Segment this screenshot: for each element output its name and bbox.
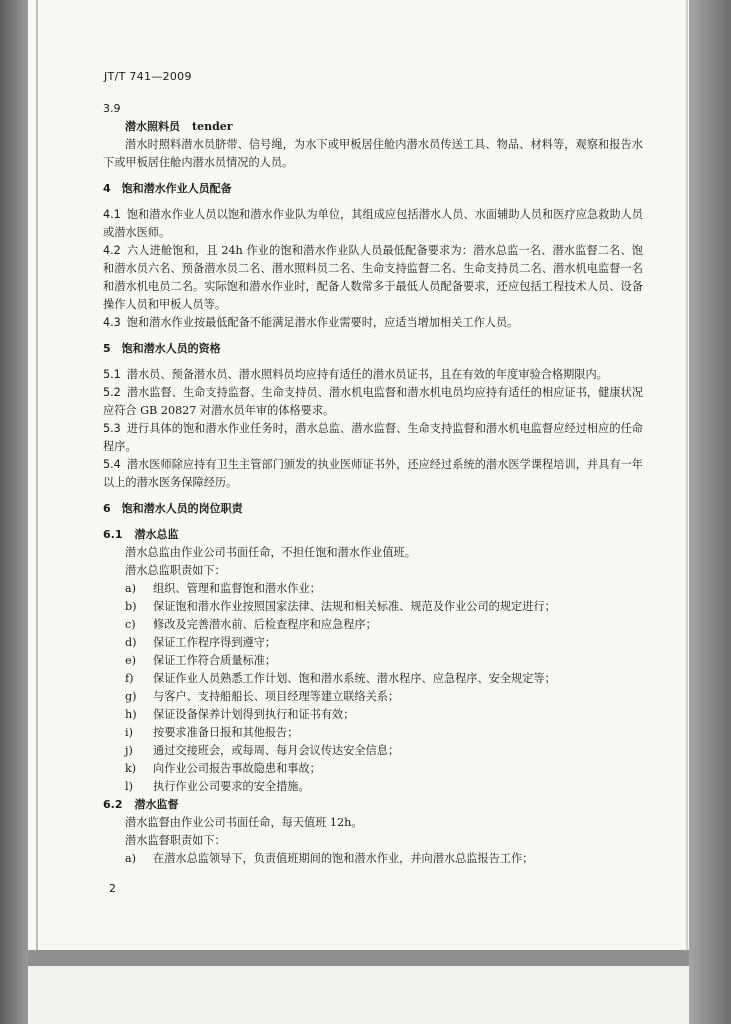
list-item [103, 652, 643, 670]
list-item-text: 执行作业公司要求的安全措施。 [153, 780, 310, 793]
list-item-label: f) [125, 672, 134, 685]
scan-artifact-line [686, 0, 688, 950]
term-en: tender [192, 120, 233, 133]
next-page-edge [28, 966, 689, 1024]
list-item-text: 在潜水总监领导下，负责值班期间的饱和潜水作业，并向潜水总监报告工作； [153, 852, 534, 865]
list-item-text: 通过交接班会，或每周、每月会议传达安全信息； [153, 744, 400, 757]
list-item [103, 688, 643, 706]
list-item-label: g) [125, 690, 137, 703]
list-item-label: h) [125, 708, 137, 721]
list-item-label: l) [125, 780, 133, 793]
list-item [103, 850, 643, 868]
subsection-heading: 6.1 潜水总监 [103, 528, 179, 541]
scan-artifact-line [36, 0, 38, 950]
list-item [103, 760, 643, 778]
list-item-text: 保证工作符合质量标准； [153, 654, 277, 667]
list-item-text: 保证作业人员熟悉工作计划、饱和潜水系统、潜水程序、应急程序、安全规定等； [153, 672, 556, 685]
duty-list [103, 850, 643, 868]
duty-list [103, 580, 643, 796]
list-item-label: e) [125, 654, 136, 667]
clause-text: 潜水监督由作业公司书面任命，每天值班 12h。 [125, 816, 363, 829]
list-item-text: 保证工作程序得到遵守； [153, 636, 277, 649]
list-item-text: 保证饱和潜水作业按照国家法律、法规和相关标准、规范及作业公司的规定进行； [153, 600, 556, 613]
clause-text: 潜水总监由作业公司书面任命，不担任饱和潜水作业值班。 [125, 546, 416, 559]
term-definition: 潜水时照料潜水员脐带、信号绳，为水下或甲板居住舱内潜水员传送工具、物品、材料等，观察和报告水下或甲板居住舱内潜水员情况的人员。 [103, 138, 643, 169]
list-item [103, 598, 643, 616]
section-heading: 5 饱和潜水人员的资格 [103, 342, 221, 355]
list-item-label: c) [125, 618, 136, 631]
list-item [103, 670, 643, 688]
page-number: 2 [109, 882, 116, 895]
clause-number: 3.9 [103, 102, 121, 115]
clause-5-2: 5.2 潜水监督、生命支持监督、生命支持员、潜水机电监督和潜水机电员均应持有适任的相应证书，健康状况应符合 GB 20827 对潜水员年审的体格要求。 [103, 386, 643, 417]
clause-5-4: 5.4 潜水医师除应持有卫生主管部门颁发的执业医师证书外，还应经过系统的潜水医学课程培训，并具有一年以上的潜水医务保障经历。 [103, 458, 643, 489]
list-item-text: 与客户、支持船船长、项目经理等建立联络关系； [153, 690, 400, 703]
list-item-text: 向作业公司报告事故隐患和事故； [153, 762, 321, 775]
page-body [103, 100, 643, 868]
list-item [103, 580, 643, 598]
list-item-label: d) [125, 636, 137, 649]
document-page [28, 0, 689, 950]
term-cn: 潜水照料员 [125, 120, 180, 133]
list-item-label: a) [125, 852, 137, 865]
list-item-label: b) [125, 600, 137, 613]
section-heading: 6 饱和潜水人员的岗位职责 [103, 502, 243, 515]
list-item [103, 742, 643, 760]
list-item [103, 706, 643, 724]
subsection-heading: 6.2 潜水监督 [103, 798, 179, 811]
list-item-text: 按要求准备日报和其他报告； [153, 726, 299, 739]
scanner-frame-right [689, 0, 731, 1024]
list-item-text: 保证设备保养计划得到执行和证书有效； [153, 708, 355, 721]
list-item-label: i) [125, 726, 133, 739]
standard-code: JT/T 741—2009 [104, 70, 192, 83]
list-item-text: 组织、管理和监督饱和潜水作业； [153, 582, 321, 595]
list-item-label: k) [125, 762, 137, 775]
scanner-frame-left [0, 0, 28, 1024]
list-item-label: j) [125, 744, 133, 757]
list-item-label: a) [125, 582, 137, 595]
clause-5-1: 5.1 潜水员、预备潜水员、潜水照料员均应持有适任的潜水员证书，且在有效的年度审验合格期限内。 [103, 368, 608, 381]
clause-text: 潜水总监职责如下： [125, 564, 226, 577]
clause-5-3: 5.3 进行具体的饱和潜水作业任务时，潜水总监、潜水监督、生命支持监督和潜水机电监督应经过相应的任命程序。 [103, 422, 643, 453]
clause-4-3: 4.3 饱和潜水作业按最低配备不能满足潜水作业需要时，应适当增加相关工作人员。 [103, 316, 519, 329]
list-item [103, 724, 643, 742]
section-heading: 4 饱和潜水作业人员配备 [103, 182, 232, 195]
clause-4-2: 4.2 六人进舱饱和，且 24h 作业的饱和潜水作业队人员最低配备要求为：潜水总监一名、潜水监督二名、饱和潜水员六名、预备潜水员二名、潜水照料员二名、生命支持监督二名、生命支持员二名、潜水机电监督一名和潜水机电员二名。实际饱和潜水作业时，配备人数常多于最低人员配备要求，还应包括工程技术人员、设备操作人员和甲板人员等。 [103, 244, 643, 311]
term-heading [103, 118, 643, 136]
list-item [103, 616, 643, 634]
list-item [103, 778, 643, 796]
clause-text: 潜水监督职责如下： [125, 834, 226, 847]
list-item-text: 修改及完善潜水前、后检查程序和应急程序； [153, 618, 377, 631]
clause-4-1: 4.1 饱和潜水作业人员以饱和潜水作业队为单位，其组成应包括潜水人员、水面辅助人员和医疗应急救助人员或潜水医师。 [103, 208, 643, 239]
list-item [103, 634, 643, 652]
